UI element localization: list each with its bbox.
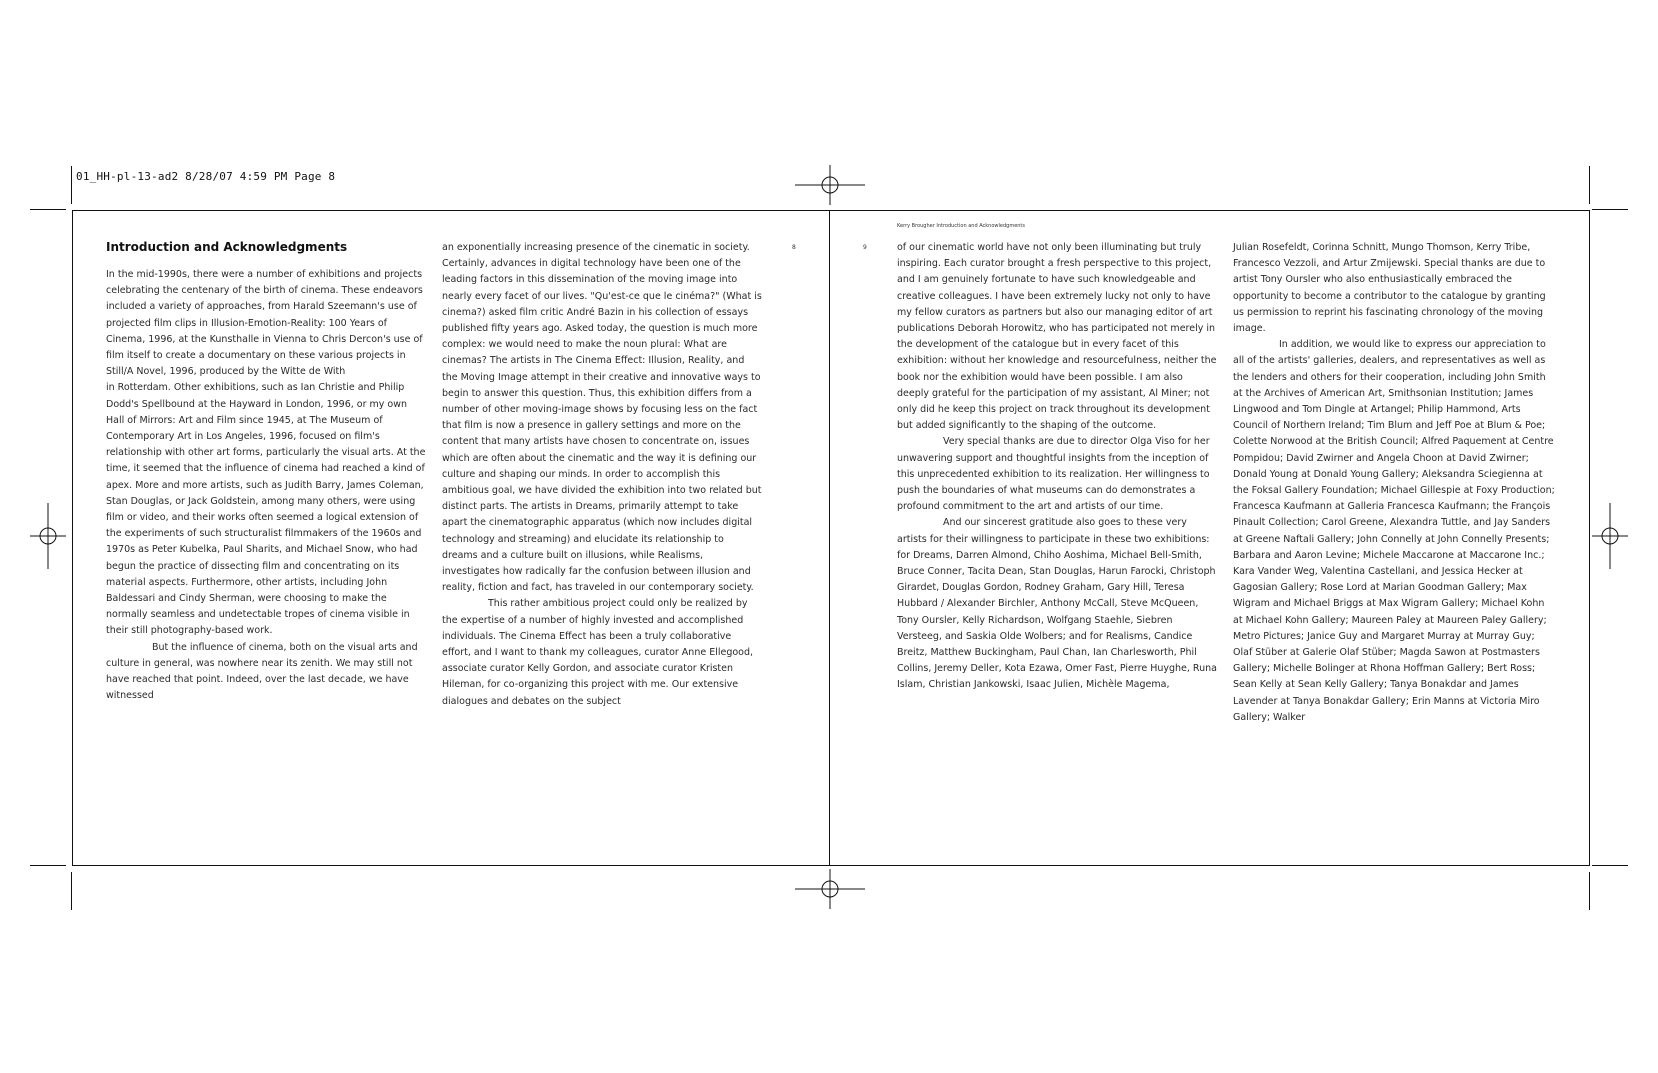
crop-mark [30,865,66,866]
paragraph: In addition, we would like to express our appreciation to all of the artists' galleries, dealers, and representatives as well as the lenders and others for their cooperation, including John Smith at the Archives of American Art, Smithsonian Institution; James Lingwood and Tom Dingle at Artangel; Philip Hammond, Arts Council of Northern Ireland; Tim Blum and Jeff Poe at Blum & Poe; Colette Norwood at the British Council; Alfred Paquement at Centre Pompidou; David Zwirner and Angela Choon at David Zwirner; Donald Young at Donald Young Gallery; Aleksandra Sciegienna at the Foksal Gallery Foundation; Michael Gillespie at Foxy Production; Francesca Kaufmann at Galleria Francesca Kaufmann; the François Pinault Collection; Carol Greene, Alexandra Tuttle, and Jay Sanders at Greene Naftali Gallery; John Connelly at John Connelly Presents; Barbara and Aaron Levine; Michele Maccarone at Maccarone Inc.; Kara Vander Weg, Valentina Castellani, and Jessica Hecker at Gagosian Gallery; Rose Lord at Marian Goodman Gallery; Max Wigram and Michael Briggs at Max Wigram Gallery; Michael Kohn at Michael Kohn Gallery; Maureen Paley at Maureen Paley Gallery; Metro Pictures; Janice Guy and Margaret Murray at Murray Guy; Olaf Stüber at Galerie Olaf Stüber; Magda Sawon at Postmasters Gallery; Michelle Bolinger at Rhona Hoffman Gallery; Bert Ross; Sean Kelly at Sean Kelly Gallery; Tanya Bonakdar and James Lavender at Tanya Bonakdar Gallery; Erin Manns at Victoria Miro Gallery; Walker [1233,339,1555,723]
paragraph: Very special thanks are due to director Olga Viso for her unwavering support and thoughtful insights from the inception of this unprecedented exhibition to its realization. Her willingness to push the boundaries of what museums can do demonstrates a profound commitment to the art and artists of our time. [897,436,1210,513]
paragraph: In the mid-1990s, there were a number of exhibitions and projects celebrating the centenary of the birth of cinema. These endeavors included a variety of approaches, from Harald Szeemann's use of projected film clips in Illusion-Emotion-Reality: 100 Years of Cinema, 1996, at the Kunsthalle in Vienna to Chris Dercon's use of film itself to create a documentary on these various projects in Still/A Novel, 1996, produced by the Witte de With [106,269,423,378]
folio-left: 8 [792,244,796,251]
page-title: Introduction and Acknowledgments [106,240,348,254]
spine-line [829,210,830,866]
crop-mark [1589,166,1590,204]
folio-right: 9 [863,244,867,251]
crop-mark [71,166,72,204]
paragraph: And our sincerest gratitude also goes to these very artists for their willingness to participate in these two exhibitions: for Dreams, Darren Almond, Chiho Aoshima, Michael Bell-Smith, Bruce Conner, Tacita Dean, Stan Douglas, Harun Farocki, Christoph Girardet, Douglas Gordon, Rodney Graham, Gary Hill, Teresa Hubbard / Alexander Birchler, Anthony McCall, Steve McQueen, Tony Oursler, Kelly Richardson, Wolfgang Staehle, Siebren Versteeg, and Saskia Olde Wolbers; and for Realisms, Candice Breitz, Matthew Buckingham, Paul Chan, Ian Charlesworth, Phil Collins, Jeremy Deller, Kota Ezawa, Omer Fast, Pierre Huyghe, Runa Islam, Christian Jankowski, Isaac Julien, Michèle Magema, [897,517,1217,691]
crop-mark [1592,209,1628,210]
crop-mark [71,872,72,910]
text-column-3 [897,240,1217,694]
text-column-4 [1233,240,1555,726]
crop-mark [1589,872,1590,910]
running-head: Kerry Brougher Introduction and Acknowledgments [897,223,1025,229]
registration-mark-right [1592,503,1628,569]
slug-line: 01_HH-pl-13-ad2 8/28/07 4:59 PM Page 8 [76,170,336,183]
paragraph: This rather ambitious project could only be realized by the expertise of a number of highly invested and accomplished individuals. The Cinema Effect has been a truly collaborative effort, and I want to thank my colleagues, curator Anne Ellegood, associate curator Kelly Gordon, and associate curator Kristen Hileman, for co-organizing this project with me. Our extensive dialogues and debates on the subject [442,598,754,707]
registration-mark-bottom [795,869,865,909]
paragraph: of our cinematic world have not only been illuminating but truly inspiring. Each curator brought a fresh perspective to this project, and I am genuinely fortunate to have such knowledgeable and creative colleagues. I have been extremely lucky not only to have my fellow curators as partners but also our managing editor of art publications Deborah Horowitz, who has participated not merely in the development of the catalogue but in every facet of this exhibition: without her knowledge and resourcefulness, neither the book nor the exhibition would have been possible. I am also deeply grateful for the participation of my assistant, Al Miner; not only did he keep this project on track throughout its development but added significantly to the shaping of the outcome. [897,242,1217,432]
crop-mark [1592,865,1628,866]
crop-mark [30,209,66,210]
text-column-2 [442,240,762,710]
paragraph: Julian Rosefeldt, Corinna Schnitt, Mungo Thomson, Kerry Tribe, Francesco Vezzoli, and Artur Zmijewski. Special thanks are due to artist Tony Oursler who also enthusiastically embraced the opportunity to become a contributor to the catalogue by granting us permission to reprint his fascinating chronology of the moving image. [1233,242,1546,335]
paragraph: an exponentially increasing presence of the cinematic in society. Certainly, advances in digital technology have been one of the leading factors in this dissemination of the moving image into nearly every facet of our lives. "Qu'est-ce que le cinéma?" (What is cinema?) asked film critic André Bazin in his collection of essays published fifty years ago. Asked today, the question is much more complex: we would need to make the noun plural: What are cinemas? The artists in The Cinema Effect: Illusion, Reality, and the Moving Image attempt in their creative and innovative ways to begin to answer this question. Thus, this exhibition differs from a number of other moving-image shows by focusing less on the fact that film is now a presence in gallery settings and more on the content that many artists have chosen to concentrate on, issues which are often about the cinematic and the way it is defining our culture and shaping our minds. In order to accomplish this ambitious goal, we have divided the exhibition into two related but distinct parts. The artists in Dreams, primarily attempt to take apart the cinematographic apparatus (which now includes digital technology and streaming) and elucidate its relationship to dreams and a culture built on illusions, while Realisms, investigates how radically far the confusion between illusion and reality, fiction and fact, has traveled in our contemporary society. [442,242,762,594]
registration-mark-top [795,165,865,205]
text-column-1 [106,267,426,704]
paragraph: in Rotterdam. Other exhibitions, such as Ian Christie and Philip Dodd's Spellbound at the Hayward in London, 1996, or my own Hall of Mirrors: Art and Film since 1945, at The Museum of Contemporary Art in Los Angeles, 1996, focused on film's relationship with other art forms, particularly the visual arts. At the time, it seemed that the influence of cinema had reached a kind of apex. More and more artists, such as Judith Barry, James Coleman, Stan Douglas, or Jack Goldstein, among many others, were using film or video, and their works often seemed a logical extension of the experiments of such structuralist filmmakers of the 1960s and 1970s as Peter Kubelka, Paul Sharits, and Michael Snow, who had begun the practice of dissecting film and concentrating on its material aspects. Furthermore, other artists, including John Baldessari and Cindy Sherman, were choosing to make the normally seamless and undetectable tropes of cinema visible in their still photography-based work. [106,382,426,637]
paragraph: But the influence of cinema, both on the visual arts and culture in general, was nowhere near its zenith. We may still not have reached that point. Indeed, over the last decade, we have witnessed [106,641,418,702]
registration-mark-left [30,503,66,569]
